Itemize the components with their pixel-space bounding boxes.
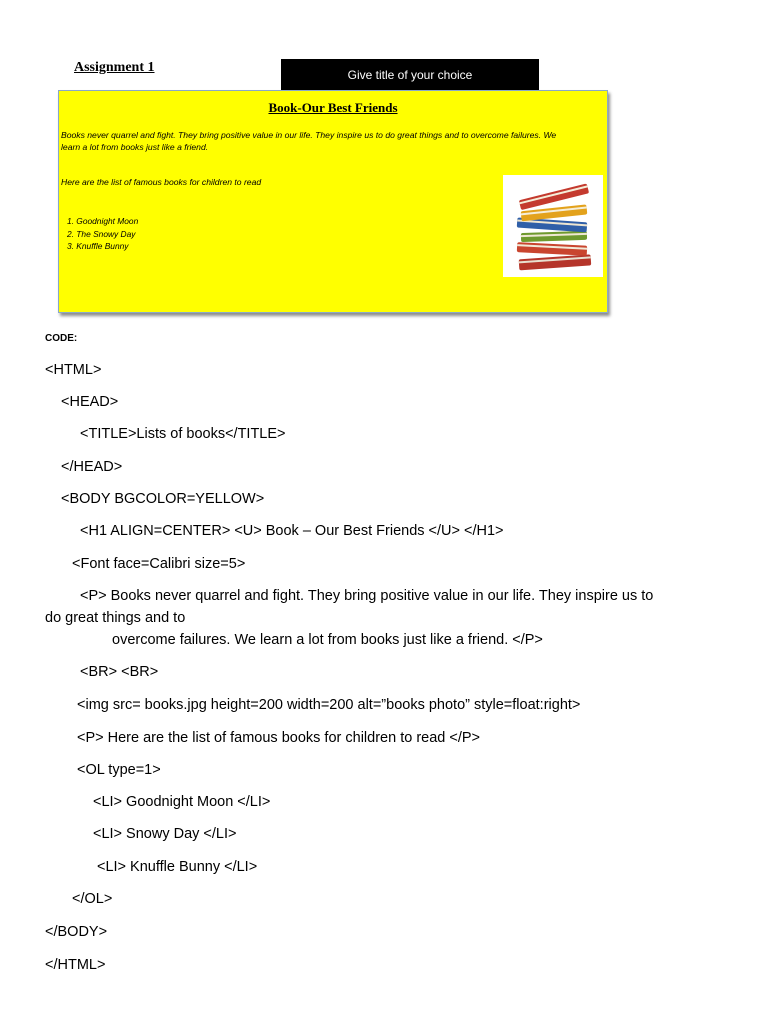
code-line: overcome failures. We learn a lot from books just like a friend. </P>	[112, 632, 543, 648]
code-line: </BODY>	[45, 924, 108, 940]
code-label: CODE:	[45, 333, 78, 344]
code-line: <BODY BGCOLOR=YELLOW>	[61, 491, 265, 507]
code-line: <P> Here are the list of famous books for children to read </P>	[77, 730, 480, 746]
preview-book-list	[67, 215, 138, 253]
code-line: <LI> Snowy Day </LI>	[93, 826, 237, 842]
code-line: </HEAD>	[61, 459, 123, 475]
assignment-title: Assignment 1	[74, 60, 155, 75]
preview-paragraph-line-2: learn a lot from books just like a friend.	[61, 142, 209, 152]
code-line: </HTML>	[45, 957, 106, 973]
preview-paragraph	[61, 129, 601, 153]
code-line: <BR> <BR>	[80, 664, 159, 680]
code-line: <P> Books never quarrel and fight. They bring positive value in our life. They inspire us to	[80, 588, 654, 604]
list-item: 2. The Snowy Day	[67, 228, 136, 239]
code-line: <H1 ALIGN=CENTER> <U> Book – Our Best Friends </U> </H1>	[80, 523, 504, 539]
code-line: <TITLE>Lists of books</TITLE>	[80, 426, 286, 442]
list-item: 1. Goodnight Moon	[67, 216, 139, 226]
preview-list-intro: Here are the list of famous books for children to read	[61, 177, 262, 187]
code-line: <HEAD>	[61, 394, 119, 410]
code-line: <LI> Knuffle Bunny </LI>	[97, 859, 258, 875]
preview-heading: Book-Our Best Friends	[268, 100, 398, 115]
books-stack-icon	[503, 175, 603, 277]
title-choice-label: Give title of your choice	[347, 67, 473, 82]
webpage-preview	[58, 90, 608, 313]
code-line: <img src= books.jpg height=200 width=200 alt=”books photo” style=float:right>	[77, 697, 581, 713]
code-line: <LI> Goodnight Moon </LI>	[93, 794, 271, 810]
code-line: <HTML>	[45, 362, 102, 378]
code-line: do great things and to	[45, 610, 186, 626]
preview-paragraph-line-1: Books never quarrel and fight. They bring positive value in our life. They inspire us to do great things and to overcome failures. We	[61, 130, 557, 140]
list-item: 3. Knuffle Bunny	[67, 241, 129, 251]
code-line: <OL type=1>	[77, 762, 161, 778]
title-choice-box	[281, 59, 539, 90]
code-line: </OL>	[72, 891, 113, 907]
books-stack-image	[503, 175, 603, 277]
code-line: <Font face=Calibri size=5>	[72, 556, 246, 572]
